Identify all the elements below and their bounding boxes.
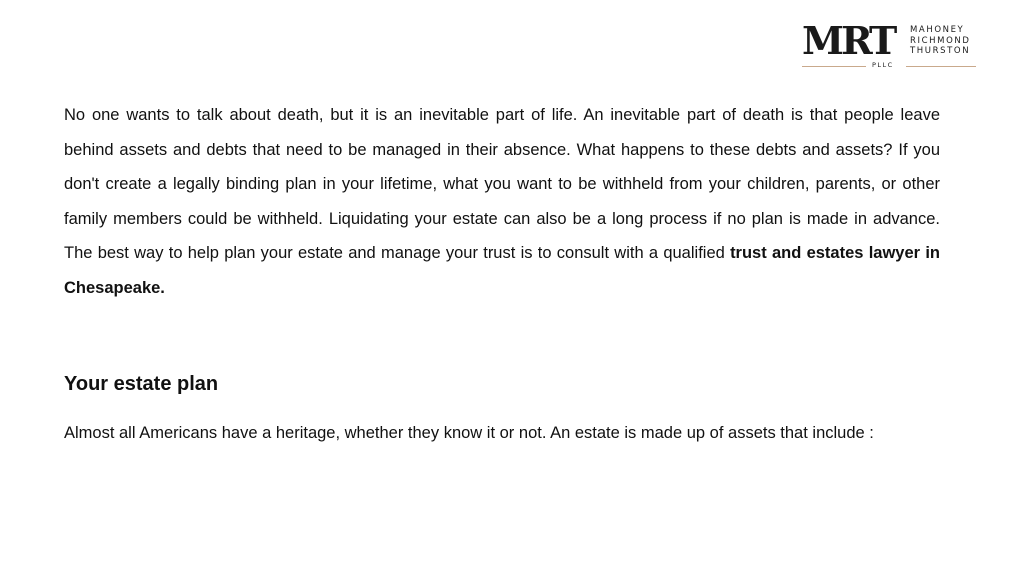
logo-divider-right [906,66,976,67]
logo-name-1: MAHONEY [910,25,965,35]
firm-logo[interactable] [802,20,978,72]
intro-paragraph [64,98,940,306]
intro-section [64,98,940,306]
section-paragraph: Almost all Americans have a heritage, whether they know it or not. An estate is made up of assets that include : [64,424,874,442]
lawyer-link[interactable]: trust and estates lawyer in Chesapeake. [64,244,940,297]
logo-divider-left [802,66,866,67]
logo-monogram: MRT [802,18,895,63]
logo-name-3: THURSTON [910,46,971,56]
intro-text: No one wants to talk about death, but it is an inevitable part of life. An inevitable part of death is that people leave behind assets and debts that need to be managed in their absence. What happens to these debts and assets? If you don't create a legally binding plan in your lifetime, what you want to be withheld from your children, parents, or other family members could be withheld. Liquidating your estate can also be a long process if no plan is made in advance. The best way to help plan your estate and manage your trust is to consult with a qualified [64,106,940,263]
logo-suffix: PLLC [872,61,894,69]
logo-firm-names [910,25,970,57]
section-heading: Your estate plan [64,373,219,395]
logo-name-2: RICHMOND [910,35,971,46]
